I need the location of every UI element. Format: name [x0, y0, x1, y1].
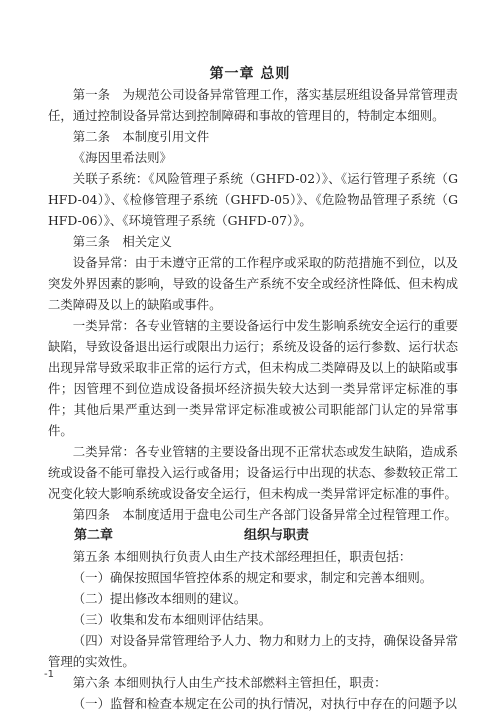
definition-class-1-anomaly: 一类异常：各专业管辖的主要设备运行中发生影响系统安全运行的重要缺陷，导致设备退出运行或限出力运行；系统及设备的运行参数、运行状态出现异常导致采取非正常的运行方式，但未构成二类障碍及以上的缺陷或事件；因管理不到位造成设备损坏经济损失较大达到一类异常评定标准的事件；其他后果严重达到一类异常评定标准或被公司职能部门认定的异常事件。 [48, 318, 458, 438]
chapter-1-title: 第一章 总则 [209, 66, 291, 82]
chapter-2-number: 第二章 [74, 528, 114, 543]
article-3-heading: 第三条 相关定义 [72, 234, 172, 249]
article-2-heading: 第二条 本制度引用文件 [72, 129, 210, 144]
document-body [48, 84, 458, 714]
article-5-item-1: （一）确保按照国华管控体系的规定和要求，制定和完善本细则。 [72, 570, 433, 585]
cited-document: 《海因里希法则》 [72, 150, 172, 165]
definition-class-2-anomaly: 二类异常：各专业管辖的主要设备出现不正常状态或发生缺陷，造成系统或设备不能可靠投入运行或备用；设备运行中出现的状态、参数较正常工况变化较大影响系统或设备安全运行，但未构成一类异常评定标准的事件。 [48, 444, 458, 501]
article-5-item-4: （四）对设备异常管理给予人力、物力和财力上的支持，确保设备异常管理的实效性。 [48, 633, 458, 669]
chapter-2-name: 组织与职责 [244, 528, 310, 543]
article-5-item-3: （三）收集和发布本细则评估结果。 [72, 612, 272, 627]
article-1: 第一条 为规范公司设备异常管理工作，落实基层班组设备异常管理责任，通过控制设备异常达到控制障碍和事故的管理目的，特制定本细则。 [48, 87, 458, 123]
definition-equipment-anomaly: 设备异常：由于未遵守正常的工作程序或采取的防范措施不到位，以及突发外界因素的影响，导致的设备生产系统不安全或经济性降低、但未构成二类障碍及以上的缺陷或事件。 [48, 255, 458, 312]
page-number: -1 [44, 669, 54, 680]
article-6: 第六条 本细则执行人由生产技术部燃料主管担任，职责： [72, 675, 387, 690]
article-6-item-1: （一）监督和检查本规定在公司的执行情况，对执行中存在的问题予以 [72, 696, 457, 711]
related-subsystems: 关联子系统：《风险管理子系统（GHFD-02）》、《运行管理子系统（GHFD-04）》、《检修管理子系统（GHFD-05）》、《危险物品管理子系统（GHFD-06）》、《环境管理子系统（GHFD-07）》。 [48, 171, 458, 228]
chapter-2-heading [48, 525, 458, 546]
article-5: 第五条 本细则执行负责人由生产技术部经理担任，职责包括： [72, 549, 412, 564]
article-5-item-2: （二）提出修改本细则的建议。 [72, 591, 247, 606]
article-4: 第四条 本制度适用于盘电公司生产各部门设备异常全过程管理工作。 [72, 507, 457, 522]
